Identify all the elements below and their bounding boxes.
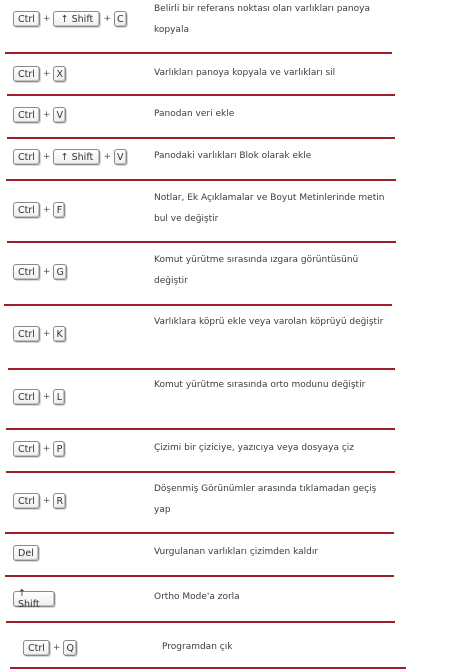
plus-sign: + [42, 496, 51, 506]
key-combination [13, 107, 66, 123]
shortcut-description: Ortho Mode'a zorla [154, 592, 240, 602]
key-combination [13, 11, 127, 27]
v-key: V [114, 149, 127, 165]
ctrl-key: Ctrl [13, 11, 40, 27]
key-combination [23, 640, 77, 656]
key-combination [13, 588, 55, 610]
ctrl-key: Ctrl [13, 493, 40, 509]
row-divider [7, 137, 395, 139]
g-key: G [53, 264, 66, 280]
ctrl-key: Ctrl [13, 66, 40, 82]
ctrl-key: Ctrl [13, 149, 40, 165]
shortcut-description: Panodan veri ekle [154, 109, 235, 119]
row-divider [5, 532, 394, 534]
shift-key: ↑ Shift [13, 591, 55, 607]
shift-key: ↑ Shift [53, 149, 100, 165]
row-divider [6, 179, 396, 181]
plus-sign: + [103, 152, 111, 162]
p-key: P [53, 441, 65, 457]
shortcut-description: Varlıklara köprü ekle veya varolan köprüyü değiştir [154, 317, 384, 327]
plus-sign: + [52, 643, 61, 653]
del-key: Del [13, 545, 39, 561]
row-divider [8, 368, 395, 370]
key-combination [13, 66, 66, 82]
f-key: F [53, 202, 65, 218]
shortcut-description: Belirli bir referans noktası olan varlıkları panoya kopyala [154, 4, 370, 35]
q-key: Q [63, 640, 76, 656]
shortcut-description: Notlar, Ek Açıklamalar ve Boyut Metinlerinde metin bul ve değiştir [154, 193, 385, 224]
plus-sign: + [42, 329, 51, 339]
key-combination [13, 149, 127, 165]
row-divider [7, 241, 396, 243]
row-divider [5, 575, 394, 577]
ctrl-key: Ctrl [23, 640, 50, 656]
shortcut-description: Varlıkları panoya kopyala ve varlıkları sil [154, 68, 336, 78]
shortcut-description: Komut yürütme sırasında ızgara görüntüsünü değiştir [154, 255, 359, 286]
row-divider [5, 52, 392, 54]
shortcut-description: Vurgulanan varlıkları çizimden kaldır [154, 547, 319, 557]
plus-sign: + [42, 110, 51, 120]
v-key: V [53, 107, 66, 123]
shortcut-description: Döşenmiş Görünümler arasında tıklamadan geçiş yap [154, 484, 377, 515]
x-key: X [53, 66, 66, 82]
row-divider [10, 667, 406, 669]
shortcut-description: Programdan çık [162, 642, 233, 652]
row-divider [4, 304, 392, 306]
key-combination [13, 389, 65, 405]
plus-sign: + [42, 152, 51, 162]
shortcut-description: Çizimi bir çiziciye, yazıcıya veya dosyaya çiz [154, 443, 355, 453]
plus-sign: + [42, 392, 51, 402]
shortcut-description: Komut yürütme sırasında orto modunu değiştir [154, 380, 366, 390]
plus-sign: + [103, 14, 111, 24]
shift-key: ↑ Shift [53, 11, 100, 27]
key-combination [13, 202, 65, 218]
ctrl-key: Ctrl [13, 264, 40, 280]
plus-sign: + [42, 14, 51, 24]
row-divider [6, 621, 395, 623]
row-divider [6, 428, 395, 430]
plus-sign: + [42, 267, 51, 277]
l-key: L [53, 389, 65, 405]
ctrl-key: Ctrl [13, 441, 40, 457]
key-combination [13, 493, 66, 509]
ctrl-key: Ctrl [13, 389, 40, 405]
row-divider [6, 471, 395, 473]
plus-sign: + [42, 444, 51, 454]
k-key: K [53, 326, 65, 342]
ctrl-key: Ctrl [13, 107, 40, 123]
row-divider [7, 94, 395, 96]
shortcut-description: Panodaki varlıkları Blok olarak ekle [154, 151, 312, 161]
plus-sign: + [42, 205, 51, 215]
ctrl-key: Ctrl [13, 326, 40, 342]
r-key: R [53, 493, 66, 509]
key-combination [13, 545, 39, 561]
c-key: C [114, 11, 127, 27]
plus-sign: + [42, 69, 51, 79]
ctrl-key: Ctrl [13, 202, 40, 218]
key-combination [13, 326, 66, 342]
key-combination [13, 441, 65, 457]
key-combination [13, 264, 67, 280]
